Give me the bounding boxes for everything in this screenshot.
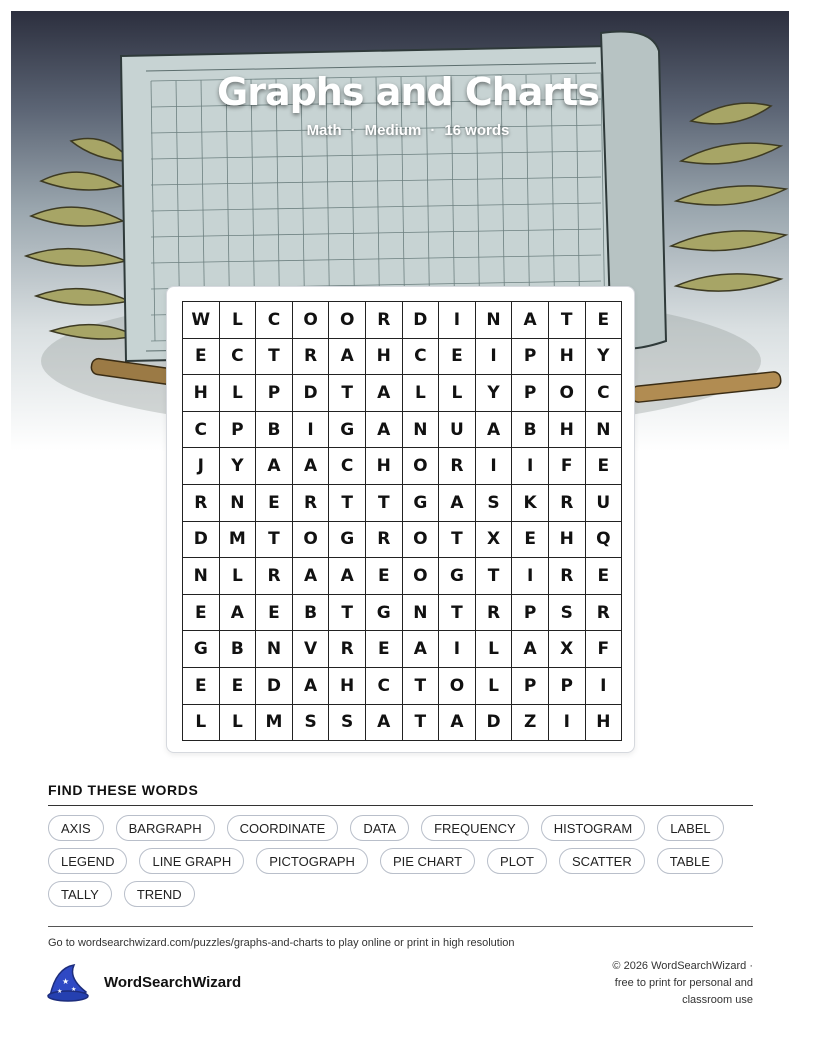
grid-cell[interactable]: D (476, 705, 513, 742)
difficulty-label: Medium (364, 122, 422, 139)
grid-cell[interactable]: C (220, 339, 257, 376)
page-title: Graphs and Charts (217, 70, 599, 114)
grid-cell[interactable]: D (293, 375, 330, 412)
word-chip: PICTOGRAPH (256, 848, 368, 874)
copyright-notice (583, 958, 753, 1009)
grid-cell[interactable]: O (403, 448, 440, 485)
grid-cell[interactable]: A (329, 339, 366, 376)
grid-cell[interactable]: N (403, 595, 440, 632)
grid-cell[interactable]: R (293, 485, 330, 522)
grid-cell[interactable]: H (366, 339, 403, 376)
grid-cell[interactable]: N (220, 485, 257, 522)
grid-cell[interactable]: E (183, 595, 220, 632)
grid-cell[interactable]: S (329, 705, 366, 742)
grid-cell[interactable]: P (549, 668, 586, 705)
grid-cell[interactable]: P (256, 375, 293, 412)
grid-cell[interactable]: B (512, 412, 549, 449)
grid-cell[interactable]: E (366, 631, 403, 668)
grid-cell[interactable]: L (220, 558, 257, 595)
grid-cell[interactable]: R (329, 631, 366, 668)
grid-cell[interactable]: T (256, 522, 293, 559)
grid-cell[interactable]: C (329, 448, 366, 485)
grid-cell[interactable]: O (403, 558, 440, 595)
grid-cell[interactable]: E (586, 558, 623, 595)
grid-cell[interactable]: U (586, 485, 623, 522)
word-chip: LINE GRAPH (139, 848, 244, 874)
footer-link-text[interactable]: Go to wordsearchwizard.com/puzzles/graphs-and-charts to play online or print in high resolution (48, 937, 515, 949)
grid-cell[interactable]: X (476, 522, 513, 559)
grid-cell[interactable]: S (476, 485, 513, 522)
grid-cell[interactable]: T (549, 302, 586, 339)
grid-cell[interactable]: I (439, 302, 476, 339)
copyright-line: classroom use (682, 994, 753, 1006)
left-leaves-icon (26, 139, 136, 340)
svg-text:★: ★ (57, 988, 63, 995)
grid-cell[interactable]: A (220, 595, 257, 632)
grid-cell[interactable]: G (329, 412, 366, 449)
grid-cell[interactable]: O (293, 302, 330, 339)
word-chip: PLOT (487, 848, 547, 874)
grid-cell[interactable]: N (183, 558, 220, 595)
grid-cell[interactable]: O (549, 375, 586, 412)
grid-cell[interactable]: C (403, 339, 440, 376)
grid-cell[interactable]: L (183, 705, 220, 742)
grid-cell[interactable]: I (293, 412, 330, 449)
grid-cell[interactable]: T (439, 595, 476, 632)
grid-cell[interactable]: Q (586, 522, 623, 559)
word-chip: BARGRAPH (116, 815, 215, 841)
grid-cell[interactable]: Z (512, 705, 549, 742)
grid-cell[interactable]: I (586, 668, 623, 705)
word-count-label: 16 words (444, 122, 510, 139)
grid-cell[interactable]: C (586, 375, 623, 412)
grid-cell[interactable]: H (549, 339, 586, 376)
grid-cell[interactable]: T (329, 375, 366, 412)
grid-cell[interactable]: A (476, 412, 513, 449)
grid-cell[interactable]: P (512, 375, 549, 412)
grid-cell[interactable]: B (293, 595, 330, 632)
grid-cell[interactable]: I (512, 448, 549, 485)
grid-cell[interactable]: E (256, 595, 293, 632)
grid-cell[interactable]: P (512, 668, 549, 705)
grid-cell[interactable]: A (293, 558, 330, 595)
grid-cell[interactable]: D (403, 302, 440, 339)
grid-cell[interactable]: R (293, 339, 330, 376)
grid-cell[interactable]: M (220, 522, 257, 559)
grid-cell[interactable]: A (366, 705, 403, 742)
grid-cell[interactable]: O (403, 522, 440, 559)
word-chip: PIE CHART (380, 848, 475, 874)
grid-cell[interactable]: B (220, 631, 257, 668)
grid-cell[interactable]: S (549, 595, 586, 632)
word-chip: TABLE (657, 848, 723, 874)
grid-cell[interactable]: L (220, 375, 257, 412)
word-chip: LABEL (657, 815, 723, 841)
grid-cell[interactable]: F (586, 631, 623, 668)
copyright-line: © 2026 WordSearchWizard · (612, 960, 753, 972)
grid-cell[interactable]: Y (476, 375, 513, 412)
grid-cell[interactable]: N (476, 302, 513, 339)
grid-cell[interactable]: T (439, 522, 476, 559)
grid-cell[interactable]: M (256, 705, 293, 742)
grid-cell[interactable]: H (329, 668, 366, 705)
word-chip: SCATTER (559, 848, 645, 874)
brand-name: WordSearchWizard (104, 973, 242, 991)
grid-cell[interactable]: E (586, 448, 623, 485)
word-chip: HISTOGRAM (541, 815, 646, 841)
grid-cell[interactable]: I (512, 558, 549, 595)
copyright-line: free to print for personal and (614, 977, 753, 989)
grid-cell[interactable]: W (183, 302, 220, 339)
grid-cell[interactable]: X (549, 631, 586, 668)
grid-cell[interactable]: T (256, 339, 293, 376)
grid-cell[interactable]: U (439, 412, 476, 449)
grid-cell[interactable]: R (439, 448, 476, 485)
grid-cell[interactable]: B (256, 412, 293, 449)
grid-cell[interactable]: G (183, 631, 220, 668)
grid-cell[interactable]: N (403, 412, 440, 449)
grid-cell[interactable]: P (512, 339, 549, 376)
grid-cell[interactable]: P (220, 412, 257, 449)
grid-cell[interactable]: H (549, 412, 586, 449)
grid-cell[interactable]: T (329, 485, 366, 522)
grid-cell[interactable]: T (366, 485, 403, 522)
footer-divider (48, 926, 753, 927)
grid-cell[interactable]: I (476, 339, 513, 376)
grid-cell[interactable]: L (220, 302, 257, 339)
grid-cell[interactable]: Y (220, 448, 257, 485)
grid-cell[interactable]: R (549, 558, 586, 595)
word-list (48, 815, 753, 907)
grid-cell[interactable]: E (586, 302, 623, 339)
word-chip: TREND (124, 881, 195, 907)
grid-cell[interactable]: E (366, 558, 403, 595)
grid-cell[interactable]: L (476, 668, 513, 705)
grid-cell[interactable]: V (293, 631, 330, 668)
grid-cell[interactable]: J (183, 448, 220, 485)
word-chip: AXIS (48, 815, 104, 841)
grid-cell[interactable]: G (439, 558, 476, 595)
grid-cell[interactable]: K (512, 485, 549, 522)
grid-cell[interactable]: A (439, 705, 476, 742)
meta-separator: · (350, 122, 356, 139)
grid-cell[interactable]: R (366, 302, 403, 339)
grid-cell[interactable]: O (329, 302, 366, 339)
grid-cell[interactable]: Y (586, 339, 623, 376)
grid-cell[interactable]: H (549, 522, 586, 559)
grid-cell[interactable]: N (256, 631, 293, 668)
grid-cell[interactable]: T (476, 558, 513, 595)
grid-cell[interactable]: I (439, 631, 476, 668)
grid-cell[interactable]: I (476, 448, 513, 485)
meta-separator: · (430, 122, 436, 139)
grid-cell[interactable]: L (403, 375, 440, 412)
grid-cell[interactable]: A (256, 448, 293, 485)
grid-cell[interactable]: T (329, 595, 366, 632)
svg-text:★: ★ (71, 986, 77, 993)
puzzle-meta (0, 122, 816, 139)
grid-cell[interactable]: G (403, 485, 440, 522)
grid-cell[interactable]: A (293, 448, 330, 485)
wizard-hat-icon (46, 962, 92, 1002)
grid-cell[interactable]: O (439, 668, 476, 705)
svg-text:★: ★ (62, 977, 70, 986)
grid-cell[interactable]: T (403, 705, 440, 742)
grid-cell[interactable]: C (256, 302, 293, 339)
letter-grid[interactable] (182, 301, 622, 741)
grid-cell[interactable]: A (366, 375, 403, 412)
grid-cell[interactable]: H (183, 375, 220, 412)
grid-cell[interactable]: A (403, 631, 440, 668)
grid-cell[interactable]: E (439, 339, 476, 376)
word-chip: TALLY (48, 881, 112, 907)
grid-cell[interactable]: H (366, 448, 403, 485)
grid-cell[interactable]: D (256, 668, 293, 705)
grid-cell[interactable]: A (439, 485, 476, 522)
word-chip: FREQUENCY (421, 815, 529, 841)
grid-cell[interactable]: C (366, 668, 403, 705)
grid-cell[interactable]: R (256, 558, 293, 595)
grid-cell[interactable]: G (366, 595, 403, 632)
grid-cell[interactable]: A (366, 412, 403, 449)
subject-label: Math (306, 122, 342, 139)
puzzle-board (166, 286, 635, 753)
grid-cell[interactable]: D (183, 522, 220, 559)
word-chip: DATA (350, 815, 409, 841)
grid-cell[interactable]: S (293, 705, 330, 742)
grid-cell[interactable]: R (586, 595, 623, 632)
grid-cell[interactable]: R (476, 595, 513, 632)
grid-cell[interactable]: A (329, 558, 366, 595)
word-chip: COORDINATE (227, 815, 339, 841)
grid-cell[interactable]: T (403, 668, 440, 705)
grid-cell[interactable]: C (183, 412, 220, 449)
grid-cell[interactable]: E (256, 485, 293, 522)
word-chip: LEGEND (48, 848, 127, 874)
grid-cell[interactable]: R (183, 485, 220, 522)
brand (46, 962, 241, 1002)
grid-cell[interactable]: E (183, 339, 220, 376)
grid-cell[interactable]: E (183, 668, 220, 705)
grid-cell[interactable]: A (512, 302, 549, 339)
grid-cell[interactable]: L (439, 375, 476, 412)
grid-cell[interactable]: F (549, 448, 586, 485)
grid-cell[interactable]: R (549, 485, 586, 522)
grid-cell[interactable]: H (586, 705, 623, 742)
grid-cell[interactable]: R (366, 522, 403, 559)
grid-cell[interactable]: E (220, 668, 257, 705)
grid-cell[interactable]: O (293, 522, 330, 559)
grid-cell[interactable]: E (512, 522, 549, 559)
grid-cell[interactable]: N (586, 412, 623, 449)
grid-cell[interactable]: I (549, 705, 586, 742)
grid-cell[interactable]: A (512, 631, 549, 668)
grid-cell[interactable]: G (329, 522, 366, 559)
grid-cell[interactable]: L (220, 705, 257, 742)
grid-cell[interactable]: L (476, 631, 513, 668)
word-list-heading: FIND THESE WORDS (48, 782, 753, 806)
grid-cell[interactable]: P (512, 595, 549, 632)
grid-cell[interactable]: A (293, 668, 330, 705)
